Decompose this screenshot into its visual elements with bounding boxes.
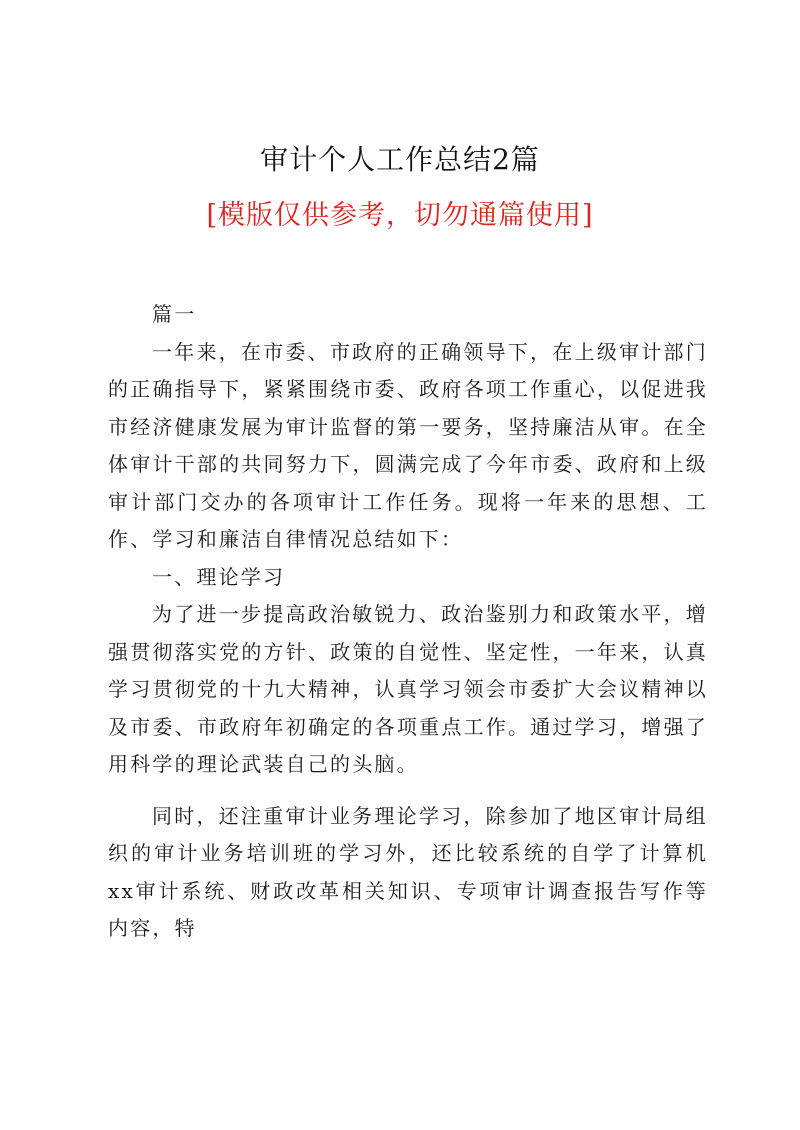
section-heading: 一、理论学习: [152, 564, 286, 589]
template-notice: [模版仅供参考，切勿通篇使用]: [206, 200, 594, 231]
document-body: [108, 296, 708, 948]
section-label: 篇一: [152, 302, 197, 326]
paragraph-business-study: 同时，还注重审计业务理论学习，除参加了地区审计局组织的审计业务培训班的学习外，还比较系统的自学了计算机xx审计系统、财政改革相关知识、专项审计调查报告写作等内容，特: [108, 803, 708, 940]
paragraph-intro: 一年来，在市委、市政府的正确领导下，在上级审计部门的正确指导下，紧紧围绕市委、政府各项工作重心，以促进我市经济健康发展为审计监督的第一要务，坚持廉洁从审。在全体审计干部的共同努力下，圆满完成了今年市委、政府和上级审计部门交办的各项审计工作任务。现将一年来的思想、工作、学习和廉洁自律情况总结如下：: [108, 339, 708, 551]
document-title: 审计个人工作总结2篇: [260, 143, 540, 176]
paragraph-theory: 为了进一步提高政治敏锐力、政治鉴别力和政策水平，增强贯彻落实党的方针、政策的自觉性、坚定性，一年来，认真学习贯彻党的十九大精神，认真学习领会市委扩大会议精神以及市委、市政府年初确定的各项重点工作。通过学习，增强了用科学的理论武装自己的头脑。: [108, 602, 708, 776]
